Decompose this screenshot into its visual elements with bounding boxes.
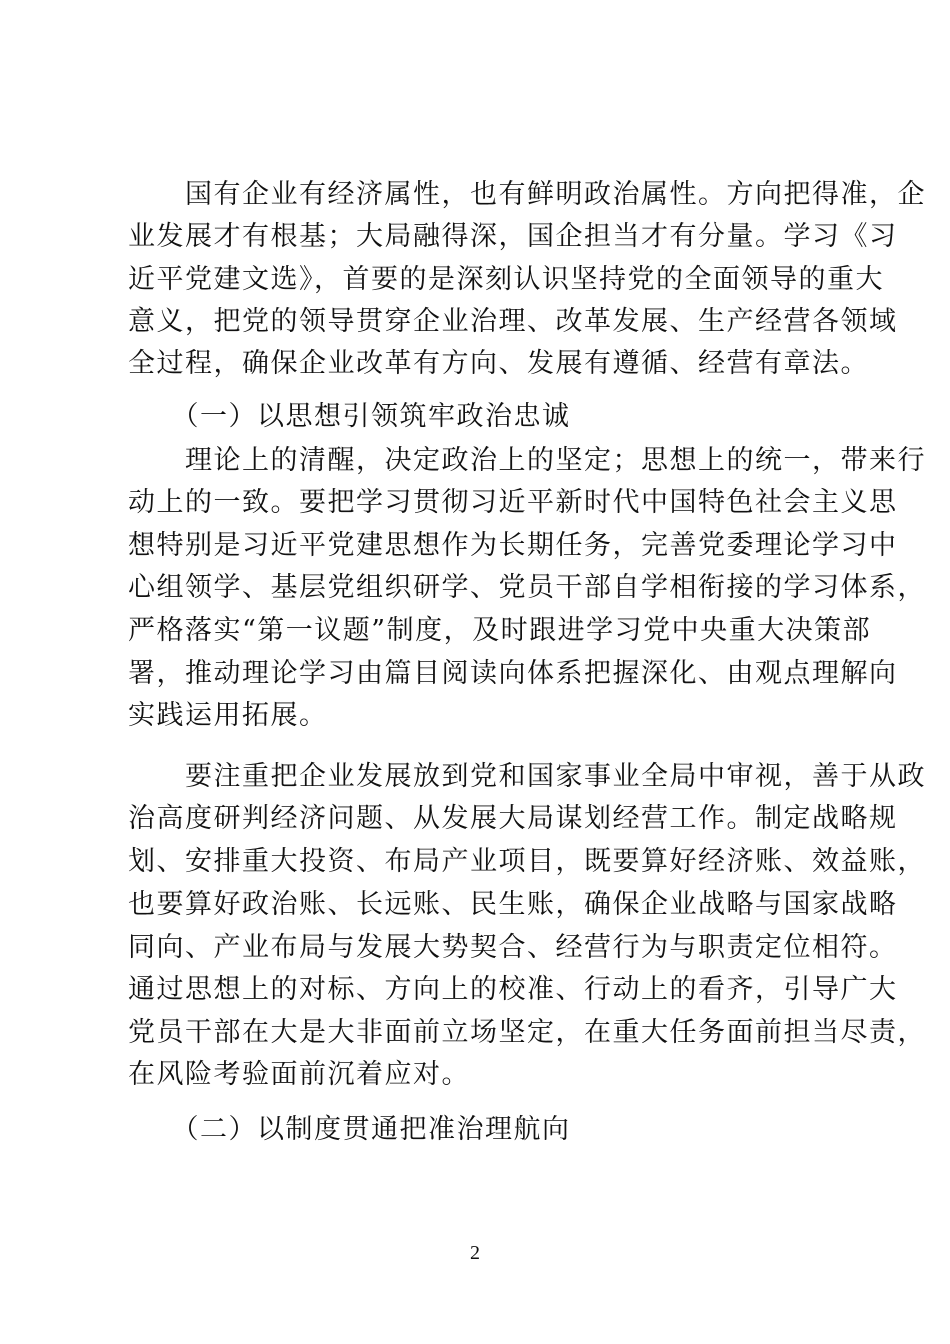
text-line: 意义，把党的领导贯穿企业治理、改革发展、生产经营各领域 xyxy=(128,306,898,337)
text-line: 动上的一致。要把学习贯彻习近平新时代中国特色社会主义思 xyxy=(128,487,898,518)
text-line: 也要算好政治账、长远账、民生账，确保企业战略与国家战略 xyxy=(128,889,898,920)
text-line: 要注重把企业发展放到党和国家事业全局中审视，善于从政 xyxy=(128,761,926,792)
text-line: 署，推动理论学习由篇目阅读向体系把握深化、由观点理解向 xyxy=(128,658,898,689)
text-line: 近平党建文选》，首要的是深刻认识坚持党的全面领导的重大 xyxy=(128,264,884,295)
text-line: 党员干部在大是大非面前立场坚定，在重大任务面前担当尽责， xyxy=(128,1017,926,1048)
text-line: 想特别是习近平党建思想作为长期任务，完善党委理论学习中 xyxy=(128,530,898,561)
text-line: 业发展才有根基；大局融得深，国企担当才有分量。学习《习 xyxy=(128,221,898,252)
text-line: 同向、产业布局与发展大势契合、经营行为与职责定位相符。 xyxy=(128,932,898,963)
text-line: 理论上的清醒，决定政治上的坚定；思想上的统一，带来行 xyxy=(128,445,926,476)
section-heading: （一）以思想引领筑牢政治忠诚 xyxy=(128,401,571,432)
text-line: 划、安排重大投资、布局产业项目，既要算好经济账、效益账， xyxy=(128,846,926,877)
text-line: 在风险考验面前沉着应对。 xyxy=(128,1059,470,1090)
text-line: 通过思想上的对标、方向上的校准、行动上的看齐，引导广大 xyxy=(128,974,898,1005)
text-line: 国有企业有经济属性，也有鲜明政治属性。方向把得准，企 xyxy=(128,179,926,210)
text-line: 心组领学、基层党组织研学、党员干部自学相衔接的学习体系， xyxy=(128,572,926,603)
text-line: 治高度研判经济问题、从发展大局谋划经营工作。制定战略规 xyxy=(128,803,898,834)
text-line: 实践运用拓展。 xyxy=(128,700,328,731)
text-line: 全过程，确保企业改革有方向、发展有遵循、经营有章法。 xyxy=(128,348,869,379)
page-number: 2 xyxy=(470,1242,480,1264)
text-line: 严格落实“第一议题”制度，及时跟进学习党中央重大决策部 xyxy=(128,615,872,646)
section-heading: （二）以制度贯通把准治理航向 xyxy=(128,1114,571,1145)
